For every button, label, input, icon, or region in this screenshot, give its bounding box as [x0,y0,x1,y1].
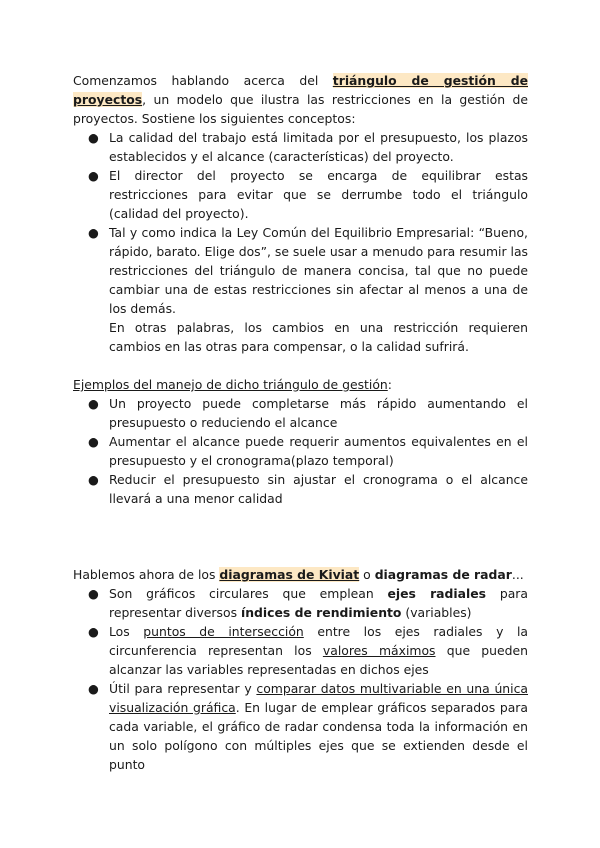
concepts-list [73,128,528,356]
list-item: ● Útil para representar y comparar datos multivariable en una única visualización gráfica. En lugar de emplear gráficos separados para cada variable, el gráfico de radar condensa toda la información en un solo polígono con múltiples ejes que se extienden desde el punto [88,681,529,772]
bullet-icon: ● [88,434,99,449]
list-item: ● Los puntos de intersección entre los ejes radiales y la circunferencia representan los valores máximos que pueden alcanzar las variables representadas en dichos ejes [88,624,528,677]
list-item: ● La calidad del trabajo está limitada por el presupuesto, los plazos establecidos y el alcance (características) del proyecto. [88,130,528,164]
list-item: ● Tal y como indica la Ley Común del Equilibrio Empresarial: “Bueno, rápido, barato. Elige dos”, se suele usar a menudo para resumir las restricciones del triángulo de manera concisa, tal que no puede cambiar una de estas restricciones sin afectar al menos a una de los demás. En otras palabras, los cambios en una restricción requieren cambios en las otras para compensar, o la calidad sufrirá. [88,225,528,354]
bullet-continuation: En otras palabras, los cambios en una restricción requieren cambios en las otras para compensar, o la calidad sufrirá. [109,320,528,354]
bullet-icon: ● [88,396,99,411]
list-item: ● Un proyecto puede completarse más rápido aumentando el presupuesto o reduciendo el alcance [88,396,528,430]
list-item: ● Son gráficos circulares que emplean ejes radiales para representar diversos índices de rendimiento (variables) [88,586,528,620]
bullet-icon: ● [88,168,99,183]
document-page [73,71,528,774]
intro-paragraph: Comenzamos hablando acerca del triángulo de gestión de proyectos, un modelo que ilustra las restricciones en la gestión de proyectos. Sostiene los siguientes conceptos: [73,73,528,126]
examples-list [73,394,528,508]
bullet-icon: ● [88,472,99,487]
bullet-icon: ● [88,586,99,601]
kiviat-list [73,584,528,774]
list-item: ● Aumentar el alcance puede requerir aumentos equivalentes en el presupuesto y el cronograma(plazo temporal) [88,434,528,468]
kiviat-intro: Hablemos ahora de los diagramas de Kiviat o diagramas de radar... [73,567,524,582]
examples-heading: Ejemplos del manejo de dicho triángulo de gestión: [73,377,392,392]
bullet-icon: ● [88,624,99,639]
bullet-icon: ● [88,681,99,696]
bullet-icon: ● [88,130,99,145]
highlight-triangle-term: triángulo de gestión de proyectos [73,73,528,107]
list-item: ● Reducir el presupuesto sin ajustar el cronograma o el alcance llevará a una menor calidad [88,472,528,506]
list-item: ● El director del proyecto se encarga de equilibrar estas restricciones para evitar que se derrumbe todo el triángulo (calidad del proyecto). [88,168,528,221]
bullet-icon: ● [88,225,99,240]
highlight-kiviat-term: diagramas de Kiviat [219,567,360,582]
